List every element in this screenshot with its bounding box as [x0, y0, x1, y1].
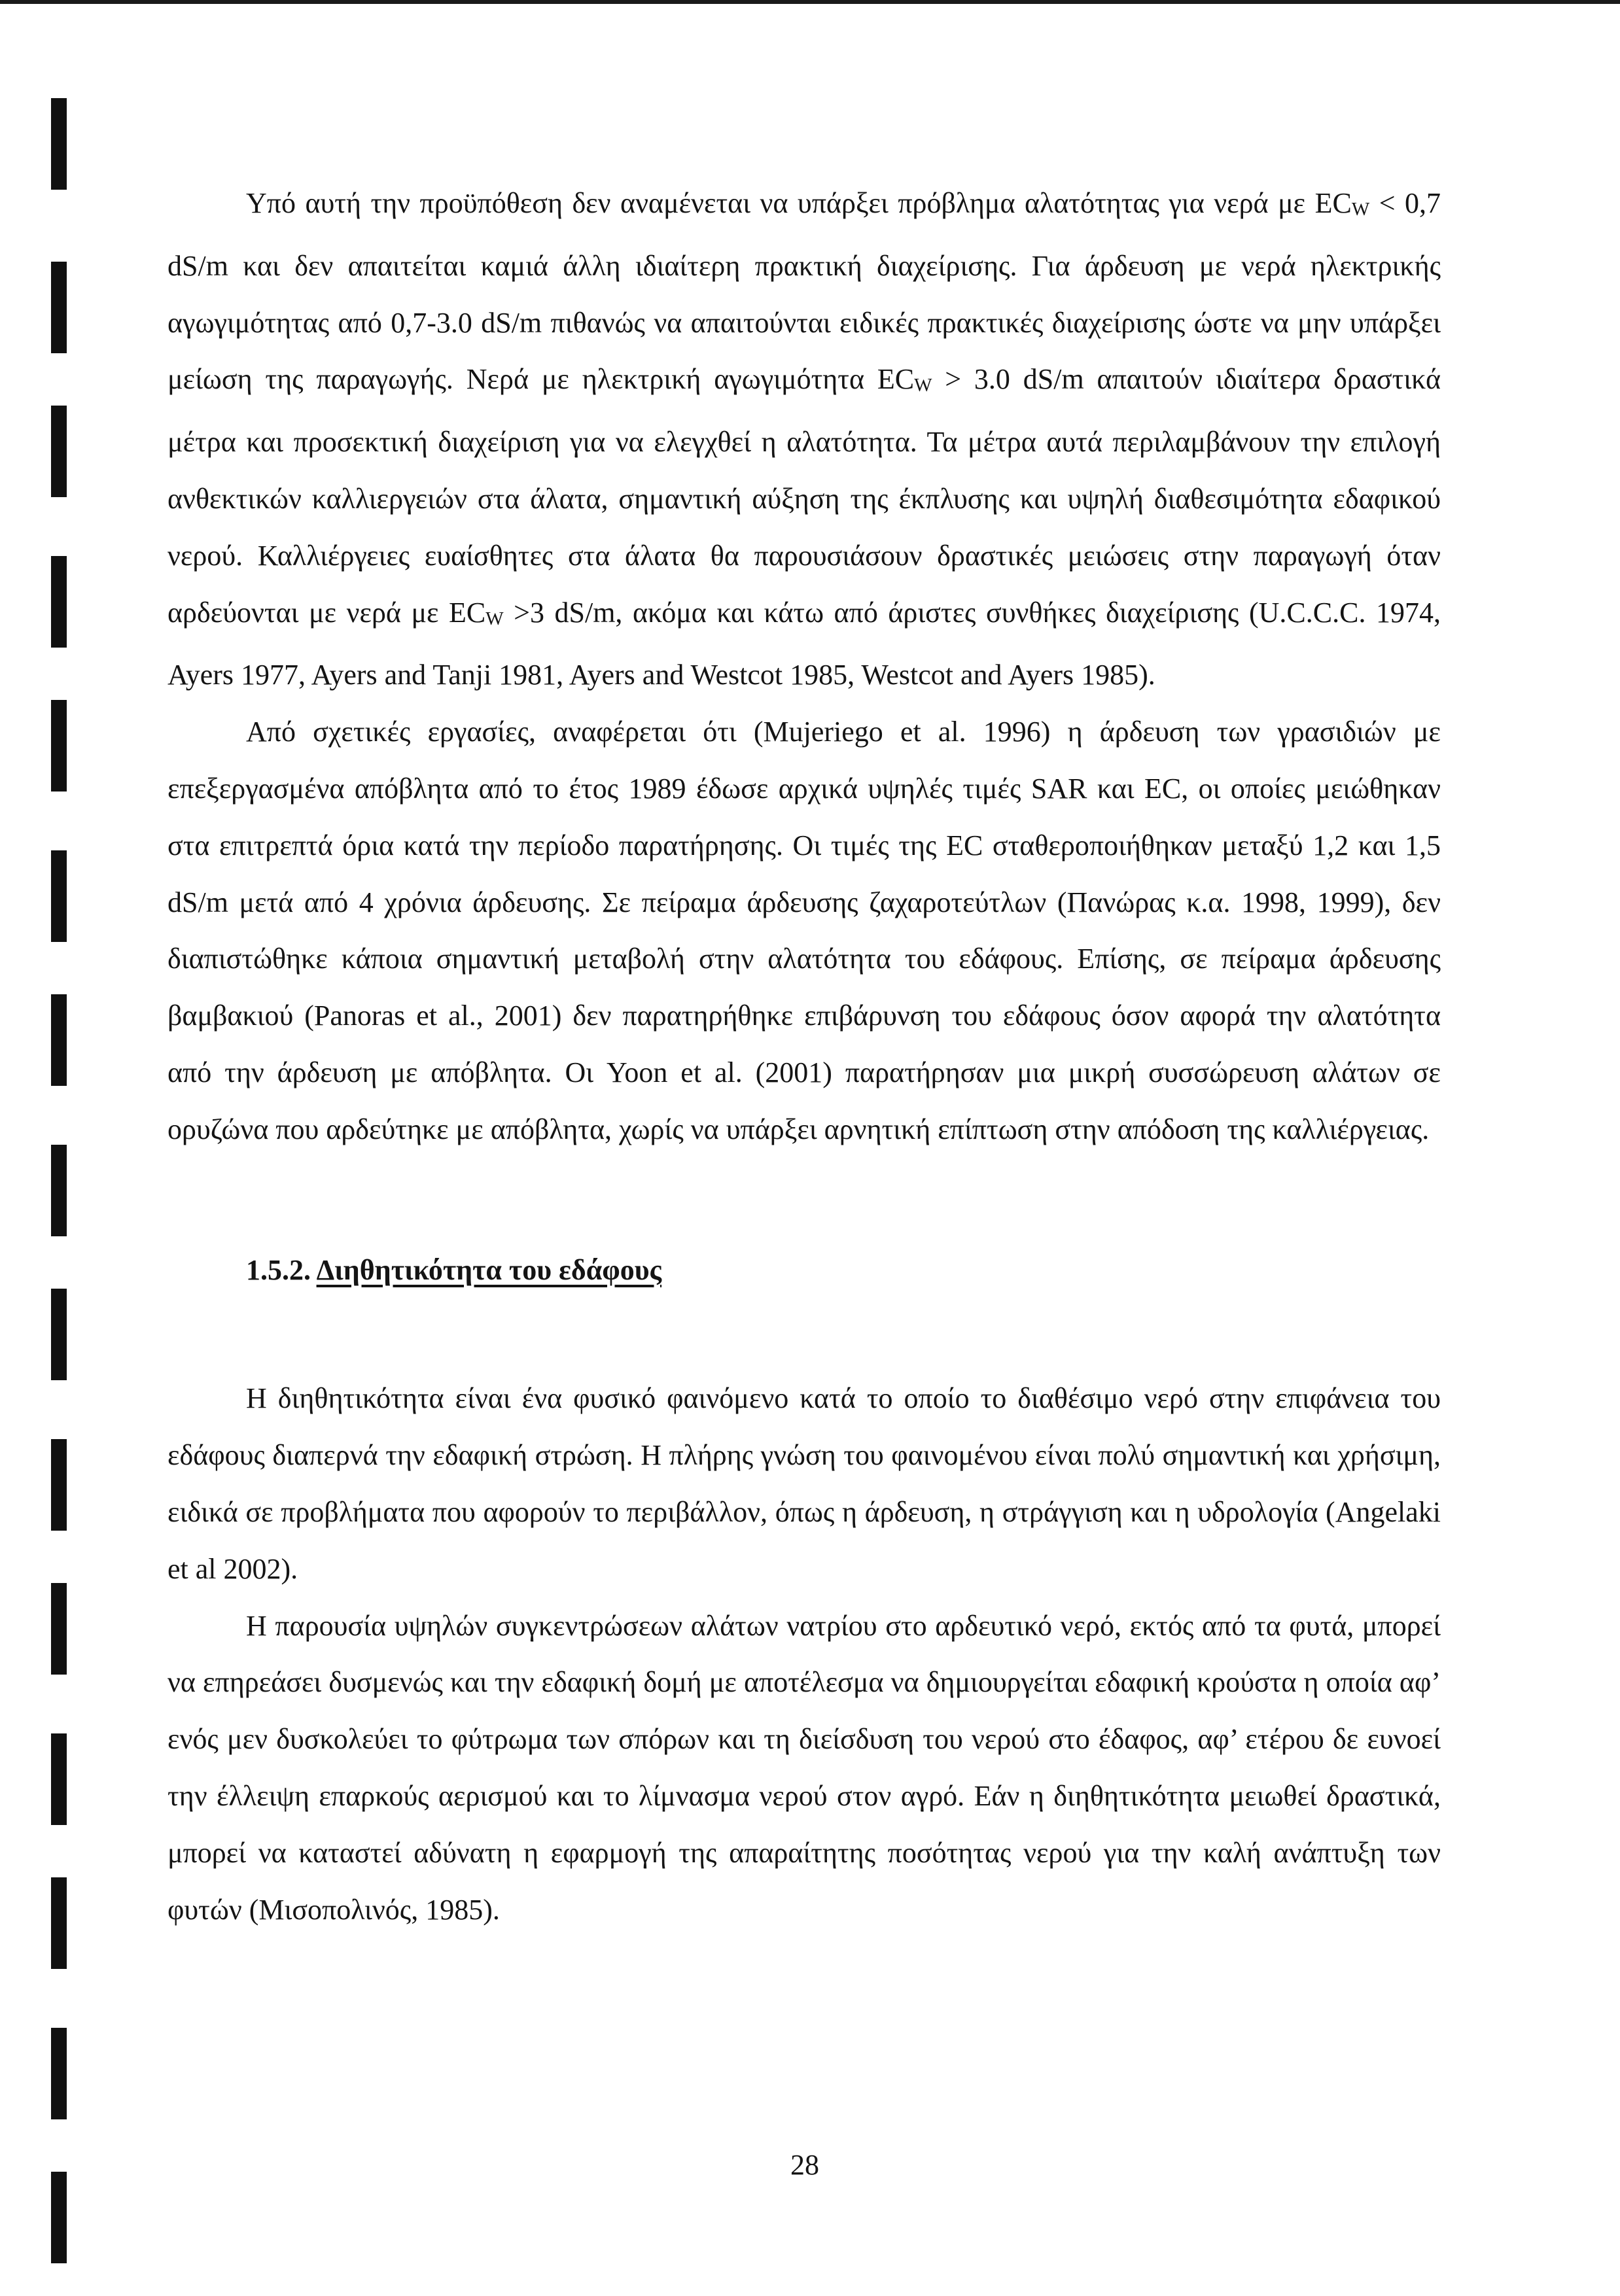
section-number: 1.5.2. — [246, 1253, 311, 1286]
binding-mark — [51, 1877, 67, 1969]
binding-mark — [51, 1289, 67, 1380]
text-run: < 0,7 dS/m και δεν απαιτείται καμιά άλλη ιδιαίτερη πρακτική διαχείρισης. Για άρδευση με νερά ηλεκτρικής αγωγιμότητας από 0,7-3.0 dS/m πιθανώς να απαιτούνται ειδικές πρακτικές διαχείρισης ώστε να μην υπάρξει μείωση της παραγωγής. Νερά με ηλεκτρική αγωγιμότητα EC — [167, 187, 1441, 396]
paragraph — [167, 175, 1441, 704]
paragraph — [167, 704, 1441, 1158]
text-run: >3 dS/m, ακόμα και κάτω από άριστες συνθήκες διαχείρισης (U.C.C.C. 1974, Ayers 1977, Ayers and Tanji 1981, Ayers and Westcot 1985, Westcot and Ayers 1985). — [167, 596, 1441, 691]
spacer — [167, 1158, 1441, 1242]
page-body — [167, 175, 1441, 1938]
subscript-text: W — [914, 375, 932, 396]
section-title: Διηθητικότητα του εδάφους — [316, 1253, 662, 1286]
binding-mark — [51, 700, 67, 791]
section-heading — [167, 1242, 1441, 1299]
scan-top-border — [0, 0, 1620, 4]
text-run: Η διηθητικότητα είναι ένα φυσικό φαινόμενο κατά το οποίο το διαθέσιμο νερό στην επιφάνεια του εδάφους διαπερνά την εδαφική στρώση. Η πλήρης γνώση του φαινομένου είναι πολύ σημαντική και χρήσιμη, ειδικά σε προβλήματα που αφορούν το περιβάλλον, όπως η άρδευση, η στράγγιση και η υδρολογία (Angelaki et al 2002). — [167, 1382, 1441, 1585]
binding-mark — [51, 556, 67, 648]
paragraph — [167, 1370, 1441, 1597]
paragraphs-before — [167, 175, 1441, 1158]
paragraph — [167, 1598, 1441, 1939]
text-run: Υπό αυτή την προϋπόθεση δεν αναμένεται να υπάρξει πρόβλημα αλατότητας για νερά με EC — [246, 187, 1352, 219]
text-run: Από σχετικές εργασίες, αναφέρεται ότι (Mujeriego et al. 1996) η άρδευση των γρασιδιών με επεξεργασμένα απόβλητα από το έτος 1989 έδωσε αρχικά υψηλές τιμές SAR και EC, οι οποίες μειώθηκαν στα επιτρεπτά όρια κατά την περίοδο παρατήρησης. Οι τιμές της EC σταθεροποιήθηκαν μεταξύ 1,2 και 1,5 dS/m μετά από 4 χρόνια άρδευσης. Σε πείραμα άρδευσης ζαχαροτεύτλων (Πανώρας κ.α. 1998, 1999), δεν διαπιστώθηκε κάποια σημαντική μεταβολή στην αλατότητα του εδάφους. Επίσης, σε πείραμα άρδευσης βαμβακιού (Panoras et al., 2001) δεν παρατηρήθηκε επιβάρυνση του εδάφους όσον αφορά την αλατότητα από την άρδευση με απόβλητα. Οι Yoon et al. (2001) παρατήρησαν μια μικρή συσσώρευση αλάτων σε ορυζώνα που αρδεύτηκε με απόβλητα, χωρίς να υπάρξει αρνητική επίπτωση στην απόδοση της καλλιέργειας. — [167, 716, 1441, 1145]
paragraphs-after — [167, 1370, 1441, 1938]
page-number: 28 — [790, 2149, 819, 2181]
binding-marks — [51, 0, 71, 2296]
text-run: > 3.0 dS/m απαιτούν ιδιαίτερα δραστικά μέτρα και προσεκτική διαχείριση για να ελεγχθεί η αλατότητα. Τα μέτρα αυτά περιλαμβάνουν την επιλογή ανθεκτικών καλλιεργειών στα άλατα, σημαντική αύξηση της έκπλυσης και υψηλή διαθεσιμότητα εδαφικού νερού. Καλλιέργειες ευαίσθητες στα άλατα θα παρουσιάσουν δραστικές μειώσεις στην παραγωγή όταν αρδεύονται με νερά με EC — [167, 363, 1441, 629]
binding-mark — [51, 1733, 67, 1825]
subscript-text: W — [485, 608, 504, 629]
binding-mark — [51, 262, 67, 353]
binding-mark — [51, 406, 67, 497]
binding-mark — [51, 994, 67, 1086]
subscript-text: W — [1351, 199, 1370, 220]
binding-mark — [51, 1583, 67, 1675]
binding-mark — [51, 98, 67, 190]
text-run: Η παρουσία υψηλών συγκεντρώσεων αλάτων νατρίου στο αρδευτικό νερό, εκτός από τα φυτά, μπορεί να επηρεάσει δυσμενώς και την εδαφική δομή με αποτέλεσμα να δημιουργείται εδαφική κρούστα η οποία αφ’ ενός μεν δυσκολεύει το φύτρωμα των σπόρων και τη διείσδυση του νερού στο έδαφος, αφ’ ετέρου δε ευνοεί την έλλειψη επαρκούς αερισμού και το λίμνασμα νερού στον αγρό. Εάν η διηθητικότητα μειωθεί δραστικά, μπορεί να καταστεί αδύνατη η εφαρμογή της απαραίτητης ποσότητας νερού για την καλή ανάπτυξη των φυτών (Μισοπολινός, 1985). — [167, 1609, 1441, 1926]
spacer — [167, 1298, 1441, 1370]
binding-mark — [51, 2028, 67, 2119]
binding-mark — [51, 2172, 67, 2263]
binding-mark — [51, 850, 67, 942]
binding-mark — [51, 1145, 67, 1236]
binding-mark — [51, 1439, 67, 1531]
